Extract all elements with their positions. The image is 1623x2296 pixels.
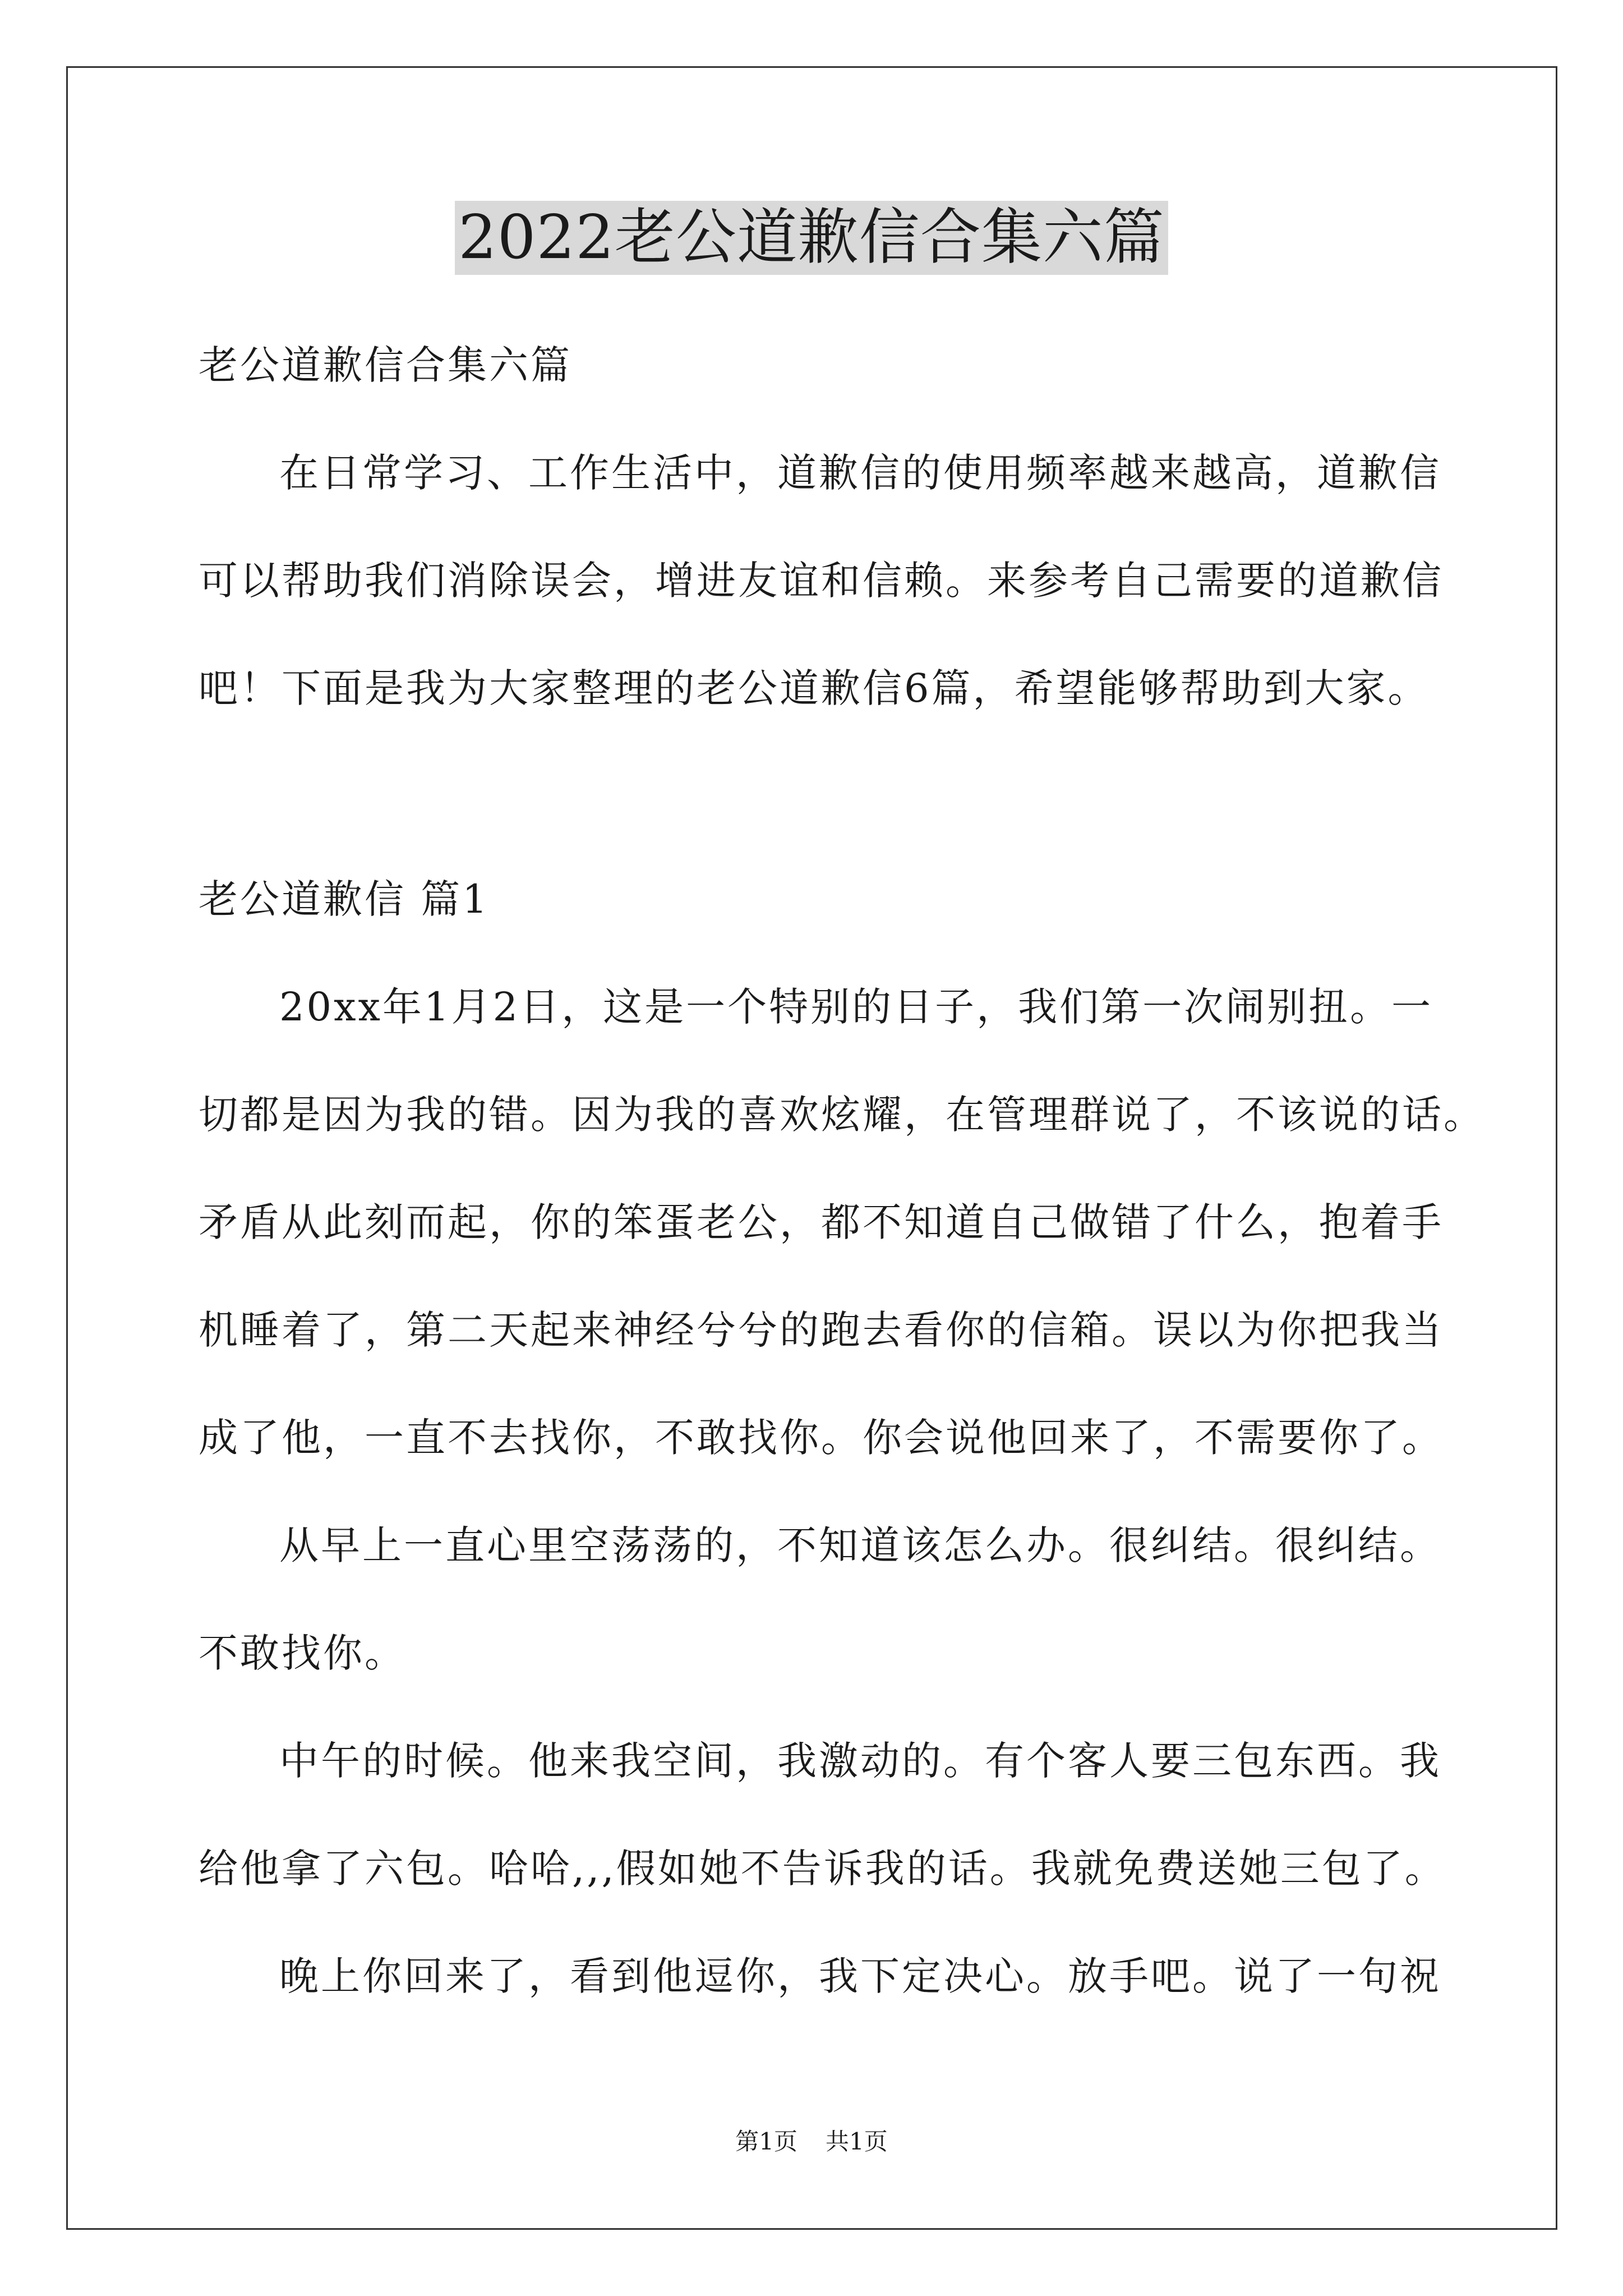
paragraph-line: 成了他，一直不去找你，不敢找你。你会说他回来了，不需要你了。 <box>199 1415 1444 1461</box>
intro-line: 吧！下面是我为大家整理的老公道歉信6篇，希望能够帮助到大家。 <box>199 665 1430 711</box>
paragraph-line: 给他拿了六包。哈哈,,,假如她不告诉我的话。我就免费送她三包了。 <box>199 1846 1446 1892</box>
paragraph-line: 20xx年1月2日，这是一个特别的日子，我们第一次闹别扭。一 <box>279 984 1433 1030</box>
section-heading: 老公道歉信 篇1 <box>199 876 490 922</box>
intro-line: 在日常学习、工作生活中，道歉信的使用频率越来越高，道歉信 <box>279 450 1441 496</box>
page-number-total: 共1页 <box>826 2128 888 2155</box>
paragraph-line: 矛盾从此刻而起，你的笨蛋老公，都不知道自己做错了什么，抱着手 <box>199 1199 1444 1245</box>
subtitle: 老公道歉信合集六篇 <box>199 342 572 388</box>
document-title: 2022老公道歉信合集六篇 <box>455 201 1168 275</box>
page-footer <box>0 2126 1623 2157</box>
document-body <box>199 311 1485 2030</box>
section-spacer <box>199 742 1432 845</box>
paragraph-line: 晚上你回来了，看到他逗你，我下定决心。放手吧。说了一句祝 <box>279 1953 1441 1999</box>
paragraph-line: 切都是因为我的错。因为我的喜欢炫耀，在管理群说了，不该说的话。 <box>199 1092 1485 1138</box>
paragraph-line: 机睡着了，第二天起来神经兮兮的跑去看你的信箱。误以为你把我当 <box>199 1307 1444 1353</box>
intro-line: 可以帮助我们消除误会，增进友谊和信赖。来参考自己需要的道歉信 <box>199 558 1444 604</box>
paragraph-line: 从早上一直心里空荡荡的，不知道该怎么办。很纠结。很纠结。 <box>279 1522 1441 1568</box>
paragraph-line: 不敢找你。 <box>199 1630 406 1676</box>
page-number-current: 第1页 <box>735 2128 797 2155</box>
title-container <box>0 201 1623 275</box>
paragraph-line: 中午的时候。他来我空间，我激动的。有个客人要三包东西。我 <box>279 1738 1441 1784</box>
